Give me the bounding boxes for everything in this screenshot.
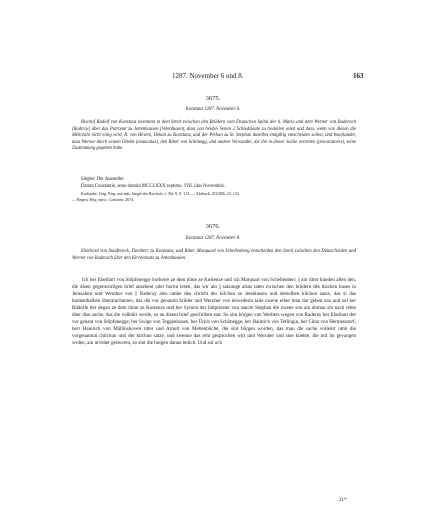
seal-line: Siegler: Der Aussteller. xyxy=(81,177,125,182)
place-date: Konstanz 1287. November 6. xyxy=(185,107,241,112)
page-number: 163 xyxy=(353,72,364,80)
abstract-paragraph: Bischof Rudolf von Konstanz bestimmt in dem Streit zwischen den Brüdern vom Deutschen Spital der h. Maria und dem Werner von Raderach (Radiroy) über das Patronat zu Jettenhausen (Vetenhusen), dass von beiden Seiten 2 Schiedsleute zu bestellen seien und dass, wenn von diesen die Mehrzahl nicht einig wird, R. von Hewen, Dekan zu Konstanz, und der Pleban zu St. Stephan daselbst endgiltig entscheiden sollen, und beurkundet, dass Werner durch seinen Oheim (avunculus), den Ritter von Schönegg, und andere Verwandte, die ihn in dieser Sache vertreten (procuratores), seine Zustimmung gegeben habe. xyxy=(72,120,356,151)
charter-paragraph: Ich her Eberhart von Stôpfenegge korherre ze dem tûme ze Kostenze und ich Marquart von Schellenberc || ain ritter kúnden allen den, die disen gegenwúrtigen brief ansehent oder horint lesen, das wir ain || satzunge alsus taten zwischen den brûdern des tûschen huses in Jerusalem und Wernher von || Raderay also umbe den chricht der kilchun ze Jetenhusen und derselben kilchun satze, das si das baidenthalben úberainchamen, das die vor genantin brûder und Wernher von ietwederin taile zwene erber man dar geben son und sol her Rûdolfe der degan ze dem tûme ze Kostenze und her Symon der lúitpriester von sancte Stephan die zwene son ain obman sin nach rehte úber dise sache, das die volleûrt werde, so an disem brief geschriben stat. So sint bûrgen von Werhers wegen von Raderay her Eberhart der vor genant von Stôpfenegge, her Swige von Teggenhusen, her Ûrich von Schônegge, her Hainrich von Tetlingin, her Cûnz von Hermenstorf, herr Hainrich von Mâllinshoven ritter und Arnolt von Mettenbůche, die sint bûrgen worden, das man die sache volleûrt umb die vorgenantun chilchun und der kilchun satze, und swenne das reht gesprochen wirt und Wernher und sine knehte, die mit im gevangen wrden, ain urvehet gesweren, so sint die burgen danne ledich. Und sol och xyxy=(72,277,356,347)
regest-abstract xyxy=(72,120,356,153)
document-number: 3676. xyxy=(205,223,221,230)
charter-text xyxy=(72,277,356,347)
source-note: Karlsruhe. Orig. Perg. mit anh. Siegel des Bischofs, s. Bd. 8, S. 114. — Abdruck: ZGORh. 23, 132. xyxy=(81,191,240,196)
abstract-paragraph: Eberhard von Staufeneck, Domherr zu Konstanz, und Ritter Marquard von Schellenberg entscheiden den Streit zwischen den Deutschorden und Werner von Raderach über den Kirchensatz zu Jettenhausen. xyxy=(72,249,356,261)
dating-line: Datum Constantie, anno domini MCCLXXX septimo, VIII. idus Novembris. xyxy=(81,184,226,189)
document-number: 3675. xyxy=(205,95,221,102)
regest-abstract xyxy=(72,249,356,262)
place-date: Konstanz 1287. November 8. xyxy=(185,236,241,241)
running-title: 1287. November 6 und 8. xyxy=(172,72,244,80)
source-note: — Regest: Reg. episc. Constant. 2674. xyxy=(72,197,134,202)
sheet-mark: 21* xyxy=(339,498,347,503)
